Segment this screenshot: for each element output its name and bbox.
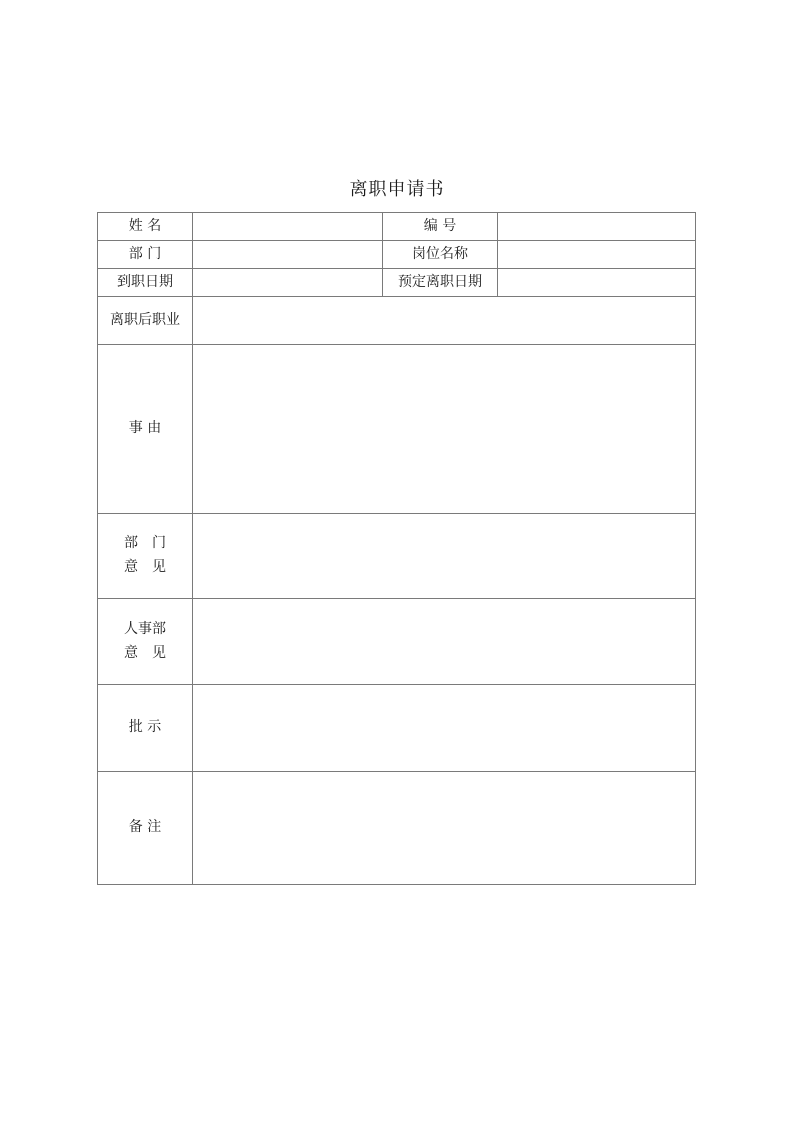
row-approval: [98, 685, 696, 772]
reason-label: 事 由: [98, 345, 193, 514]
hr-opinion-label-line1: 人事部: [124, 620, 166, 637]
join-date-field[interactable]: [193, 269, 383, 297]
dept-opinion-label-line1: 部 门: [124, 535, 166, 552]
remarks-label: 备 注: [98, 772, 193, 885]
dept-opinion-label: [98, 514, 193, 599]
join-date-label: 到职日期: [98, 269, 193, 297]
row-remarks: [98, 772, 696, 885]
dept-opinion-label-line2: 意 见: [124, 559, 166, 575]
row-dates: [98, 269, 696, 297]
position-field[interactable]: [498, 241, 696, 269]
remarks-field[interactable]: [193, 772, 696, 885]
planned-leave-date-field[interactable]: [498, 269, 696, 297]
department-field[interactable]: [193, 241, 383, 269]
row-department: [98, 241, 696, 269]
reason-field[interactable]: [193, 345, 696, 514]
document-title: 离职申请书: [349, 179, 445, 200]
hr-opinion-label: [98, 599, 193, 685]
hr-opinion-label-stack: [124, 618, 166, 666]
post-leave-job-field[interactable]: [193, 297, 696, 345]
row-dept-opinion: [98, 514, 696, 599]
resignation-form-table: [97, 212, 696, 885]
row-hr-opinion: [98, 599, 696, 685]
planned-leave-date-label: 预定离职日期: [383, 269, 498, 297]
department-label: 部 门: [98, 241, 193, 269]
dept-opinion-label-stack: [124, 532, 166, 580]
position-label: 岗位名称: [383, 241, 498, 269]
row-name: [98, 213, 696, 241]
dept-opinion-field[interactable]: [193, 514, 696, 599]
post-leave-job-label: 离职后职业: [98, 297, 193, 345]
approval-label: 批 示: [98, 685, 193, 772]
hr-opinion-label-line2: 意 见: [124, 644, 166, 661]
row-reason: [98, 345, 696, 514]
approval-field[interactable]: [193, 685, 696, 772]
name-field[interactable]: [193, 213, 383, 241]
name-label: 姓 名: [98, 213, 193, 241]
number-label: 编 号: [383, 213, 498, 241]
row-post-leave-job: [98, 297, 696, 345]
hr-opinion-field[interactable]: [193, 599, 696, 685]
number-field[interactable]: [498, 213, 696, 241]
